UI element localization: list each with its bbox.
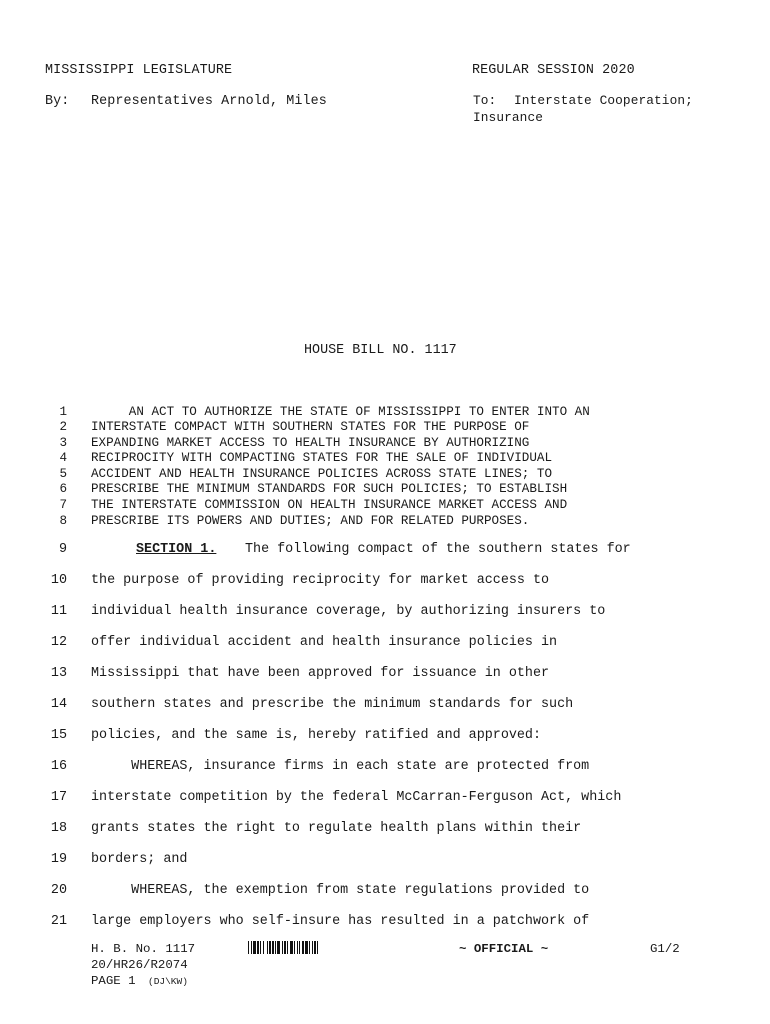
line-number: 3 — [59, 436, 67, 450]
line-number: 11 — [50, 604, 67, 619]
barcode-image — [248, 941, 366, 954]
body-line: grants states the right to regulate health plans within their — [91, 821, 582, 836]
body-line: policies, and the same is, hereby ratified and approved: — [91, 728, 541, 743]
page-number: PAGE 1 — [91, 974, 136, 988]
line-number: 20 — [50, 883, 67, 898]
line-number: 5 — [59, 467, 67, 481]
body-line: WHEREAS, insurance firms in each state are protected from — [91, 759, 590, 774]
act-line: AN ACT TO AUTHORIZE THE STATE OF MISSISSIPPI TO ENTER INTO AN — [91, 405, 590, 419]
act-line: PRESCRIBE THE MINIMUM STANDARDS FOR SUCH POLICIES; TO ESTABLISH — [91, 482, 568, 496]
section-heading: SECTION 1. — [136, 542, 217, 557]
act-line: RECIPROCITY WITH COMPACTING STATES FOR THE SALE OF INDIVIDUAL — [91, 451, 553, 465]
to-label: To: — [473, 93, 497, 108]
line-number: 13 — [50, 666, 67, 681]
initials: (DJ\KW) — [148, 976, 188, 987]
line-number: 7 — [59, 498, 67, 512]
body-line: interstate competition by the federal McCarran-Ferguson Act, which — [91, 790, 622, 805]
body-line: offer individual accident and health insurance policies in — [91, 635, 558, 650]
line-number: 15 — [50, 728, 67, 743]
body-line: Mississippi that have been approved for issuance in other — [91, 666, 550, 681]
by-label: By: — [45, 94, 70, 109]
line-number: 8 — [59, 514, 67, 528]
body-line: large employers who self-insure has resulted in a patchwork of — [91, 914, 590, 929]
official-label: ~ OFFICIAL ~ — [459, 942, 549, 956]
line-number: 2 — [59, 420, 67, 434]
line-number: 6 — [59, 482, 67, 496]
bill-title: HOUSE BILL NO. 1117 — [304, 343, 457, 358]
sponsors: Representatives Arnold, Miles — [91, 94, 327, 109]
legislature-name: MISSISSIPPI LEGISLATURE — [45, 63, 233, 78]
page-code: G1/2 — [650, 942, 680, 956]
committee-line-2: Insurance — [473, 110, 544, 125]
body-line: southern states and prescribe the minimum standards for such — [91, 697, 574, 712]
act-line: THE INTERSTATE COMMISSION ON HEALTH INSURANCE MARKET ACCESS AND — [91, 498, 568, 512]
line-number: 16 — [50, 759, 67, 774]
act-line: EXPANDING MARKET ACCESS TO HEALTH INSURANCE BY AUTHORIZING — [91, 436, 530, 450]
line-number: 12 — [50, 635, 67, 650]
body-line: borders; and — [91, 852, 188, 867]
body-line: individual health insurance coverage, by authorizing insurers to — [91, 604, 606, 619]
line-number: 21 — [50, 914, 67, 929]
bill-reference: H. B. No. 1117 — [91, 942, 196, 956]
line-number: 1 — [59, 405, 67, 419]
line-number: 9 — [58, 542, 67, 557]
body-line: the purpose of providing reciprocity for market access to — [91, 573, 550, 588]
line-number: 19 — [50, 852, 67, 867]
line-number: 14 — [50, 697, 67, 712]
line-number: 17 — [50, 790, 67, 805]
document-code: 20/HR26/R2074 — [91, 958, 188, 972]
line-number: 18 — [50, 821, 67, 836]
act-line: PRESCRIBE ITS POWERS AND DUTIES; AND FOR RELATED PURPOSES. — [91, 514, 530, 528]
committee-line-1: Interstate Cooperation; — [514, 93, 693, 108]
act-line: ACCIDENT AND HEALTH INSURANCE POLICIES ACROSS STATE LINES; TO — [91, 467, 553, 481]
line-number: 10 — [50, 573, 67, 588]
body-line: WHEREAS, the exemption from state regulations provided to — [91, 883, 590, 898]
act-line: INTERSTATE COMPACT WITH SOUTHERN STATES FOR THE PURPOSE OF — [91, 420, 530, 434]
line-number: 4 — [59, 451, 67, 465]
body-line: The following compact of the southern states for — [245, 542, 631, 557]
session-label: REGULAR SESSION 2020 — [472, 63, 635, 78]
